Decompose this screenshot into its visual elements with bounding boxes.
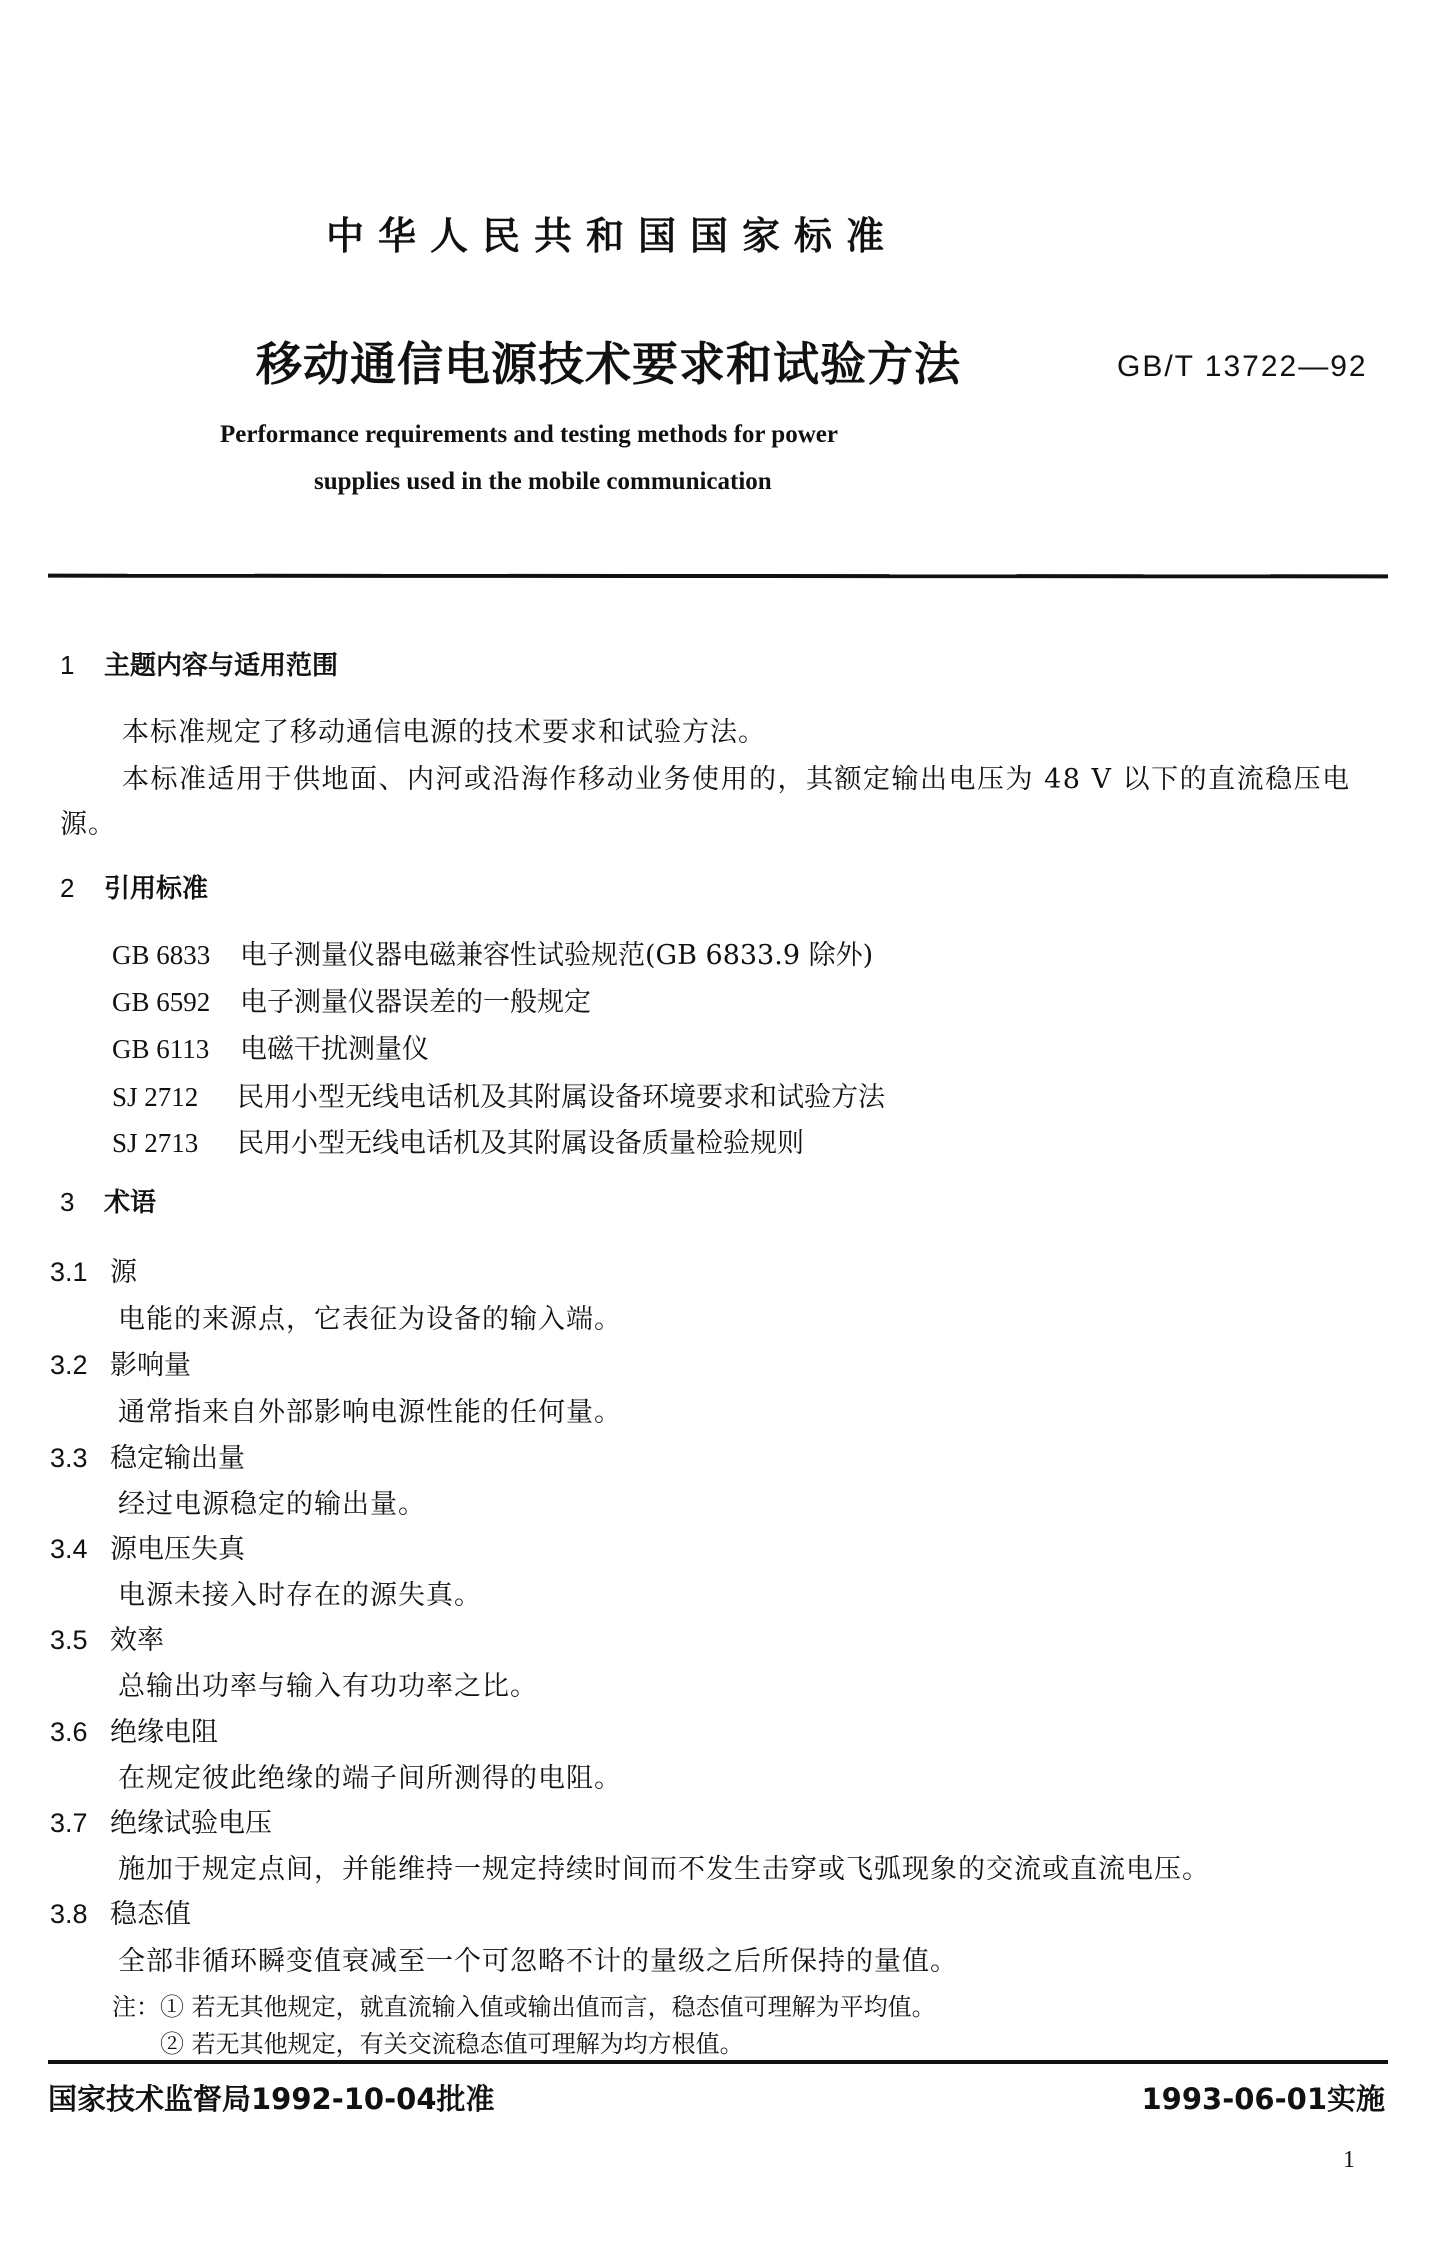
term-definition: 全部非循环瞬变值衰减至一个可忽略不计的量级之后所保持的量值。 <box>118 1946 958 1977</box>
reference-title: 电磁干扰测量仪 <box>240 1034 429 1065</box>
document-title-en-line1: Performance requirements and testing methods for power <box>220 421 838 448</box>
reference-code: SJ 2713 <box>112 1128 199 1158</box>
section-3-heading <box>60 1182 156 1219</box>
reference-code: GB 6833 <box>112 940 211 970</box>
term-name: 源电压失真 <box>110 1534 245 1565</box>
term-definition: 电能的来源点，它表征为设备的输入端。 <box>118 1304 622 1335</box>
section-number: 1 <box>60 650 75 680</box>
reference-item <box>112 1027 429 1066</box>
term-heading <box>50 1527 245 1566</box>
section-number: 3 <box>60 1187 75 1217</box>
reference-code: GB 6113 <box>112 1034 210 1064</box>
term-heading <box>50 1343 191 1382</box>
reference-title: 民用小型无线电话机及其附属设备环境要求和试验方法 <box>237 1082 885 1113</box>
note-1 <box>112 1987 936 2022</box>
header-divider <box>48 574 1388 579</box>
section-1-paragraph-2: 本标准适用于供地面、内河或沿海作移动业务使用的，其额定输出电压为 48 V 以下的直流稳压电 <box>122 764 1351 795</box>
term-definition: 经过电源稳定的输出量。 <box>118 1489 426 1520</box>
approval-date: 国家技术监督局1992-10-04批准 <box>48 2082 495 2116</box>
section-1-paragraph-1: 本标准规定了移动通信电源的技术要求和试验方法。 <box>122 717 766 748</box>
term-name: 绝缘试验电压 <box>110 1808 272 1839</box>
term-heading <box>50 1436 245 1475</box>
term-number: 3.8 <box>50 1899 88 1929</box>
reference-item <box>112 1121 804 1160</box>
section-title: 术语 <box>104 1188 157 1218</box>
section-title: 主题内容与适用范围 <box>104 651 339 681</box>
term-number: 3.1 <box>50 1257 88 1287</box>
reference-title: 民用小型无线电话机及其附属设备质量检验规则 <box>237 1128 804 1159</box>
document-number: GB/T 13722—92 <box>1117 350 1368 383</box>
term-heading <box>50 1801 272 1840</box>
reference-item <box>112 980 591 1019</box>
term-number: 3.2 <box>50 1350 88 1380</box>
term-number: 3.5 <box>50 1625 88 1655</box>
reference-code: SJ 2712 <box>112 1082 199 1112</box>
section-number: 2 <box>60 873 75 903</box>
term-heading <box>50 1250 137 1289</box>
term-number: 3.6 <box>50 1717 88 1747</box>
reference-item <box>112 933 873 972</box>
note-text: ① 若无其他规定，就直流输入值或输出值而言，稳态值可理解为平均值。 <box>160 1993 936 2021</box>
reference-title: 电子测量仪器误差的一般规定 <box>240 987 591 1018</box>
national-standard-heading: 中华人民共和国国家标准 <box>326 214 899 258</box>
effective-date: 1993-06-01实施 <box>1141 2082 1385 2116</box>
term-name: 效率 <box>110 1625 164 1656</box>
page-number: 1 <box>1343 2147 1355 2173</box>
term-number: 3.4 <box>50 1534 88 1564</box>
term-heading <box>50 1618 164 1657</box>
footer-divider <box>48 2060 1388 2064</box>
section-2-heading <box>60 868 208 905</box>
note-label: 注： <box>112 1993 160 2021</box>
term-number: 3.3 <box>50 1443 88 1473</box>
term-name: 绝缘电阻 <box>110 1717 218 1748</box>
section-1-paragraph-2-continued: 源。 <box>60 809 116 840</box>
term-definition: 施加于规定点间，并能维持一规定持续时间而不发生击穿或飞弧现象的交流或直流电压。 <box>118 1854 1210 1885</box>
reference-title: 电子测量仪器电磁兼容性试验规范(GB 6833.9 除外) <box>240 940 874 971</box>
term-definition: 在规定彼此绝缘的端子间所测得的电阻。 <box>118 1763 622 1794</box>
term-heading <box>50 1710 218 1749</box>
term-name: 稳定输出量 <box>110 1443 245 1474</box>
section-1-heading <box>60 645 338 682</box>
term-definition: 总输出功率与输入有功功率之比。 <box>118 1671 538 1702</box>
section-title: 引用标准 <box>104 874 209 904</box>
term-name: 源 <box>110 1257 137 1288</box>
term-definition: 电源未接入时存在的源失真。 <box>118 1580 482 1611</box>
reference-code: GB 6592 <box>112 987 211 1017</box>
document-title-cn: 移动通信电源技术要求和试验方法 <box>256 337 961 391</box>
term-name: 影响量 <box>110 1350 191 1381</box>
document-title-en-line2: supplies used in the mobile communication <box>314 468 772 495</box>
term-number: 3.7 <box>50 1808 88 1838</box>
reference-item <box>112 1075 885 1114</box>
term-heading <box>50 1892 191 1931</box>
term-name: 稳态值 <box>110 1899 191 1930</box>
term-definition: 通常指来自外部影响电源性能的任何量。 <box>118 1397 622 1428</box>
note-2: ② 若无其他规定，有关交流稳态值可理解为均方根值。 <box>160 2030 744 2058</box>
